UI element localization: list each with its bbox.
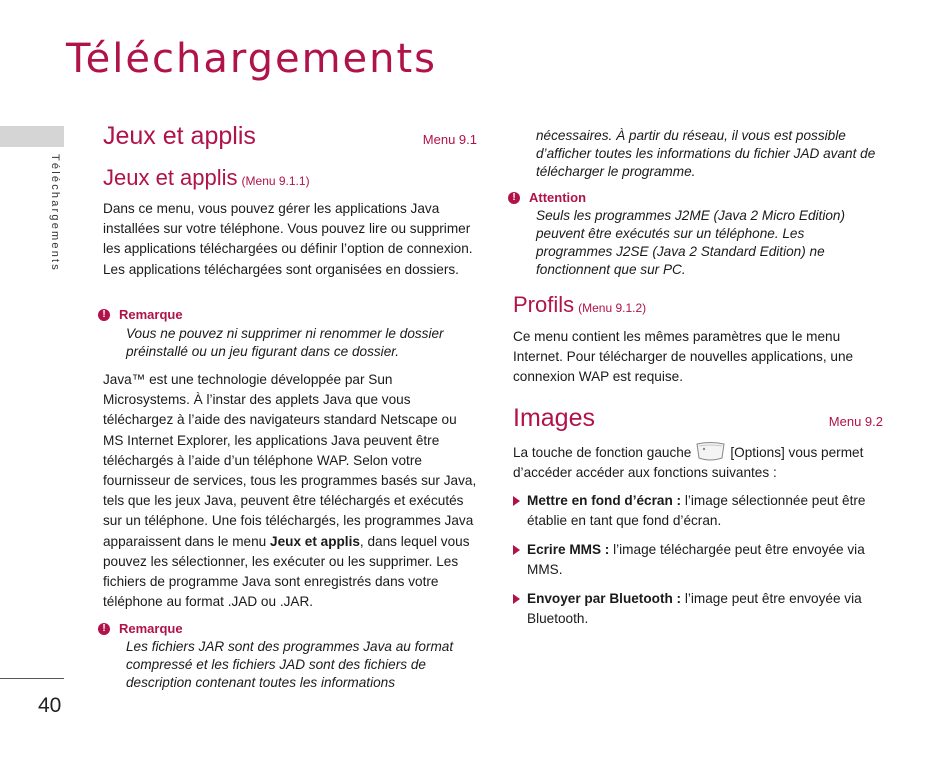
exclamation-icon: ! bbox=[508, 192, 520, 204]
paragraph-intro: Dans ce menu, vous pouvez gérer les applications Java installées sur votre téléphone. Vous pouvez lire ou supprimer les applications téléchargées ou définir l’option de connexion. Les applications téléchargées sont organisées en dossiers. bbox=[103, 201, 473, 277]
note-heading bbox=[98, 621, 183, 636]
section-menu-ref: Menu 9.2 bbox=[828, 414, 883, 429]
bullet-desc: l’image téléchargée peut être envoyée via MMS. bbox=[527, 542, 865, 578]
page-title: Téléchargements bbox=[66, 36, 438, 82]
paragraph-profils: Ce menu contient les mêmes paramètres que le menu Internet. Pour télécharger de nouvelles applications, une connexion WAP est requise. bbox=[513, 329, 854, 385]
note-text: Vous ne pouvez ni supprimer ni renommer le dossier préinstallé ou un jeu figurant dans ce dossier. bbox=[126, 326, 444, 359]
side-section-label: Téléchargements bbox=[49, 154, 61, 272]
page-number: 40 bbox=[38, 694, 62, 717]
subsection-title: Profils bbox=[513, 292, 575, 317]
bullet-item bbox=[513, 589, 883, 629]
attention-text: Seuls les programmes J2ME (Java 2 Micro Edition) peuvent être exécutés sur un téléphone. Les programmes J2SE (Java 2 Standard Edition) ne fonctionnent que sur PC. bbox=[536, 208, 845, 277]
note-label: Remarque bbox=[119, 621, 183, 636]
bullet-term: Envoyer par Bluetooth : bbox=[527, 591, 682, 606]
note-heading bbox=[98, 307, 183, 322]
section-menu-ref: Menu 9.1 bbox=[422, 132, 477, 147]
exclamation-icon: ! bbox=[98, 309, 110, 321]
subsection-menu-ref: (Menu 9.1.1) bbox=[241, 174, 310, 188]
bullet-term: Ecrire MMS : bbox=[527, 542, 610, 557]
section-heading-images bbox=[513, 404, 883, 433]
bullet-desc: l’image peut être envoyée via Bluetooth. bbox=[527, 591, 862, 627]
paragraph-java-part1: Java™ est une technologie développée par Sun Microsystems. À l’instar des applets Java que vous téléchargez à l’aide des navigateurs standard Netscape ou MS Internet Explorer, les applications Java peuvent être téléchargés à l’aide d’un téléphone WAP. Selon votre fournisseur de services, tous les programmes basés sur Java, tels que les jeux Java, peuvent être téléchargés et exécutés sur un téléphone. Une fois téléchargés, les programmes Java apparaissent dans le menu bbox=[103, 372, 477, 549]
left-softkey-icon bbox=[695, 441, 726, 463]
images-intro-part1: La touche de fonction gauche bbox=[513, 445, 692, 460]
paragraph-java bbox=[103, 370, 477, 612]
images-intro-part2: [Options] vous permet d’accéder accéder aux fonctions suivantes : bbox=[513, 445, 864, 481]
bullet-desc: l’image sélectionnée peut être établie en tant que fond d’écran. bbox=[527, 493, 866, 529]
note-text: Les fichiers JAR sont des programmes Java au format compressé et les fichiers JAD sont des fichiers de description contenant toutes les informations bbox=[126, 639, 454, 690]
subsection-title: Jeux et applis bbox=[103, 165, 238, 190]
exclamation-icon: ! bbox=[98, 623, 110, 635]
triangle-bullet-icon bbox=[513, 545, 520, 555]
bullet-item bbox=[513, 540, 883, 580]
section-title: Images bbox=[513, 404, 595, 432]
subsection-menu-ref: (Menu 9.1.2) bbox=[578, 301, 647, 315]
attention-heading bbox=[508, 190, 586, 205]
paragraph-java-bold: Jeux et applis bbox=[270, 533, 360, 549]
section-title: Jeux et applis bbox=[103, 122, 256, 150]
subsection-heading-jeux bbox=[103, 165, 310, 191]
subsection-heading-profils bbox=[513, 292, 646, 318]
note-label: Remarque bbox=[119, 307, 183, 322]
attention-label: Attention bbox=[529, 190, 587, 205]
paragraph-images-intro bbox=[513, 441, 883, 483]
triangle-bullet-icon bbox=[513, 594, 520, 604]
section-heading-jeux bbox=[103, 122, 477, 151]
footer-rule bbox=[0, 678, 64, 679]
triangle-bullet-icon bbox=[513, 496, 520, 506]
note-text-continued: nécessaires. À partir du réseau, il vous est possible d’afficher toutes les informations du fichier JAD avant de télécharger le programme. bbox=[536, 128, 876, 179]
bullet-term: Mettre en fond d’écran : bbox=[527, 493, 682, 508]
paragraph-java-part2: , dans lequel vous pouvez les sélectionner, les exécuter ou les supprimer. Les fichiers de programme Java sont enregistrés dans votre téléphone au format .JAD ou .JAR. bbox=[103, 533, 470, 610]
bullet-item bbox=[513, 491, 883, 531]
side-tab-marker bbox=[0, 126, 64, 147]
